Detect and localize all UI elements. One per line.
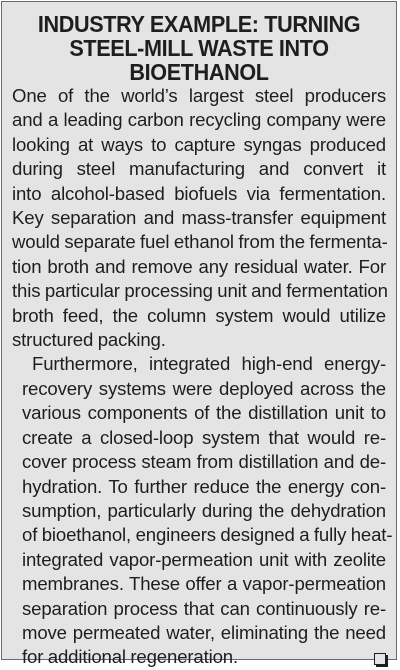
text-line: broth feed, the column system would utilize — [12, 304, 386, 326]
sidebar-body — [12, 84, 393, 670]
text-line: Furthermore, integrated high-end energy- — [32, 353, 386, 375]
text-line: hydration. To further reduce the energy con- — [22, 475, 386, 497]
text-line: looking at ways to capture syngas produced — [12, 133, 386, 155]
text-line: membranes. These offer a vapor-permeation — [22, 573, 386, 595]
text-line: various components of the distillation unit to — [22, 402, 386, 424]
text-line: during steel manufacturing and convert it — [12, 158, 386, 180]
text-line: separation process that can continuously re- — [22, 597, 386, 619]
sidebar-title — [27, 12, 371, 84]
text-line: into alcohol-based biofuels via fermentation. — [12, 182, 386, 204]
text-line: integrated vapor-permeation unit with zeolite — [22, 548, 386, 570]
text-line: structured packing. — [12, 329, 166, 351]
text-line: move permeated water, eliminating the need — [22, 621, 386, 643]
text-line: cover process steam from distillation and de- — [22, 451, 386, 473]
title-line: STEEL-MILL WASTE INTO — [69, 35, 329, 61]
last-line-row — [12, 645, 386, 669]
text-line: tion broth and remove any residual water. For — [12, 255, 386, 277]
text-line: One of the world’s largest steel producers — [12, 85, 386, 106]
text-line: Key separation and mass-transfer equipment — [12, 207, 386, 229]
text-line: and a leading carbon recycling company were — [12, 109, 386, 131]
text-line: sumption, particularly during the dehydration — [22, 499, 386, 521]
text-line: of bioethanol, engineers designed a fully heat- — [22, 524, 393, 546]
title-line: INDUSTRY EXAMPLE: TURNING — [37, 11, 361, 37]
sidebar-box — [1, 1, 397, 668]
text-line: create a closed-loop system that would re- — [22, 426, 386, 448]
text-line: this particular processing unit and fermentation — [12, 280, 388, 302]
text-line: would separate fuel ethanol from the fermenta- — [12, 231, 388, 253]
paragraph-1 — [12, 84, 386, 352]
title-line: BIOETHANOL — [129, 59, 269, 85]
paragraph-2 — [12, 352, 393, 669]
text-line: for additional regeneration. — [22, 646, 239, 668]
text-line: recovery systems were deployed across the — [22, 377, 386, 399]
